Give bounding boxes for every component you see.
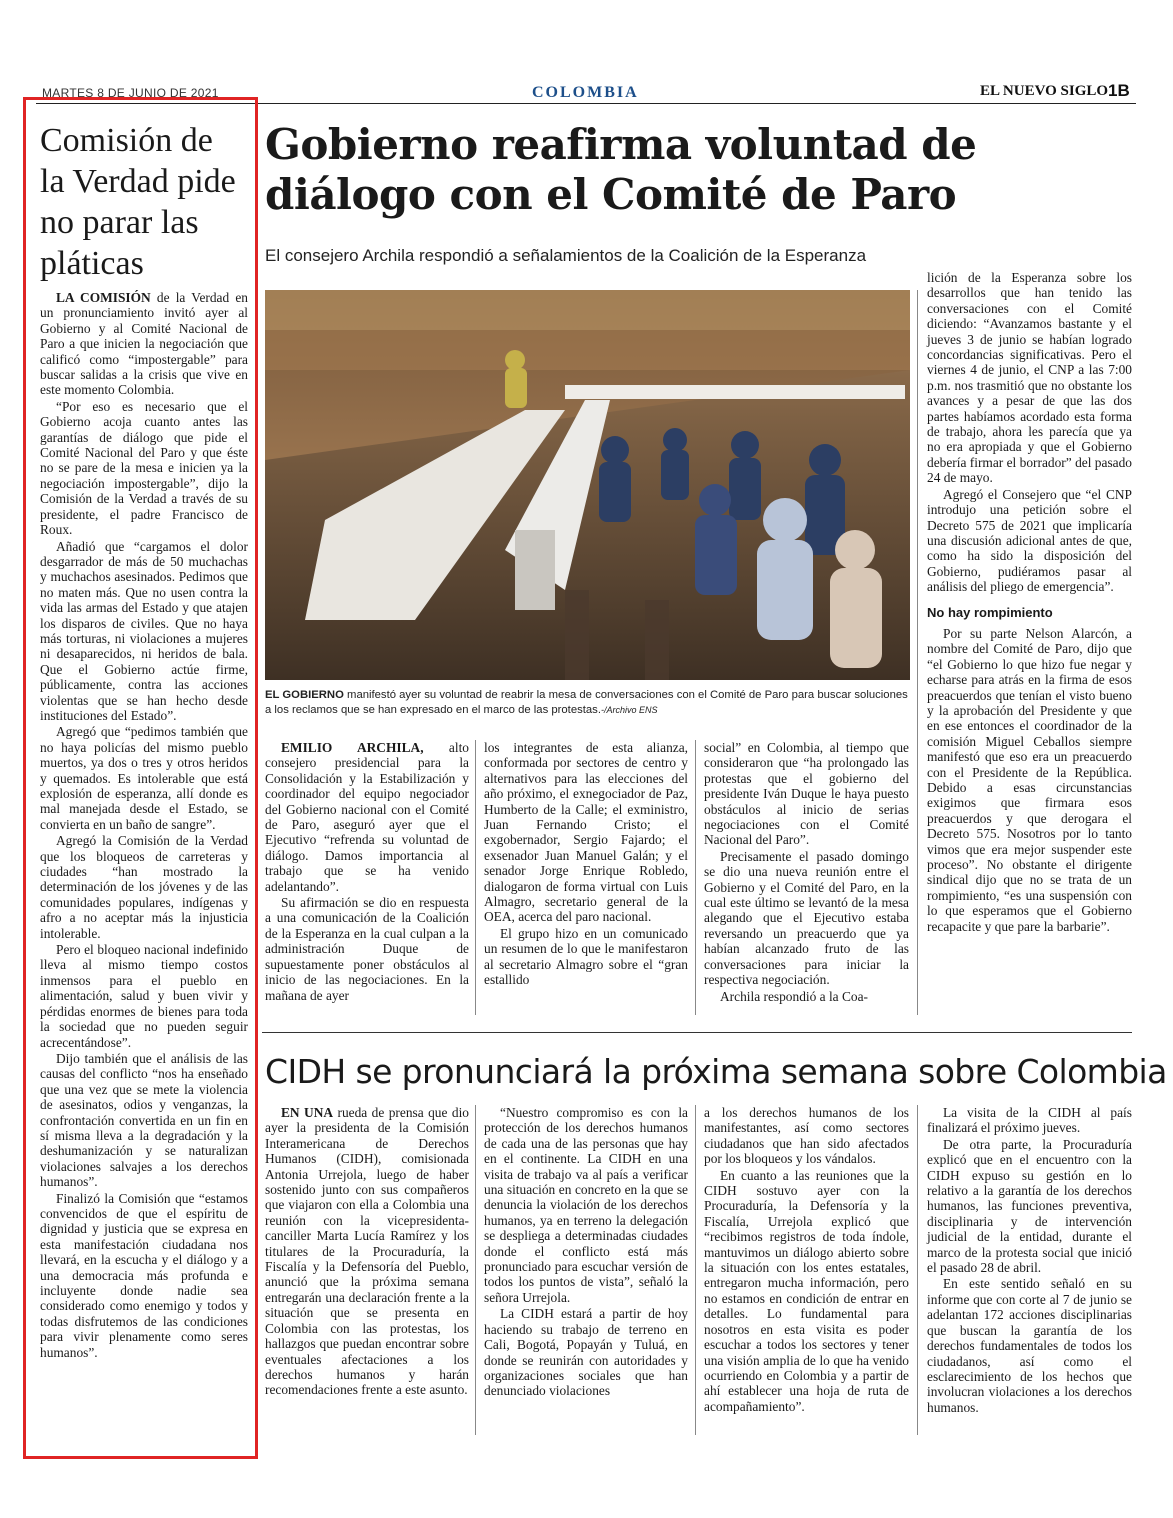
sidebar-paragraph: Dijo también que el análisis de las causas del conflicto “nos ha enseñado que una vez que se mete la violencia de asesinatos, odios y venganzas, la confrontación convertida en un fin en sí misma lleva a la degradación y la deshumanización y se naturalizan violaciones salvajes a los derechos humanos”. [40, 1050, 248, 1190]
main-paragraph: Agregó el Consejero que “el CNP introdujo una petición sobre el Decreto 575 de 2021 que implicaría una discusión adicional antes de que, como ha sido la disposición del Gobierno, pudiéramos pasar al análisis del pliego de emergencia”. [927, 486, 1132, 595]
main-paragraph: Precisamente el pasado domingo se dio una nueva reunión entre el Gobierno y el Comité del Paro, en la cual este último se levantó de la mesa alegando que el Ejecutivo estaba reversando un preacuerdo que ya habían alcanzado fruto de las conversaciones para iniciar la respectiva negociación. [704, 848, 909, 988]
main-column-1 [265, 740, 469, 1004]
photo-caption [265, 688, 910, 718]
section-name: COLOMBIA [532, 84, 639, 101]
main-headline: Gobierno reafirma voluntad de diálogo con el Comité de Paro [265, 120, 977, 219]
section-subhead: No hay rompimiento [927, 604, 1053, 620]
sidebar-paragraph: Pero el bloqueo nacional indefinido lleva al mismo tiempo costos inmensos para el pueblo en alimentación, salud y buen vivir y pérdidas enormes de bienes para toda la sociedad que no pueden seguir acrecentándose”. [40, 942, 248, 1050]
sidebar-paragraph: “Por eso es necesario que el Gobierno acoja cuanto antes las garantías de diálogo que pide el Comité Nacional del Paro y que éste no se pare de la mesa e inicien ya la negociación impostergable”, dijo la Comisión de la Verdad a través de su presidente, el padre Francisco de Roux. [40, 398, 248, 538]
cidh-paragraph: a los derechos humanos de los manifestantes, así como sectores ciudadanos que han sido afectados por los bloqueos y los vándalos. [704, 1105, 909, 1167]
sidebar-body [40, 290, 248, 1361]
cidh-lead: EN UNA [281, 1105, 334, 1120]
main-paragraph: social” en Colombia, al tiempo que consideraron que “ha prolongado las protestas que el gobierno del presidente Iván Duque le haya puesto obstáculos al inicio de serias negociaciones con el Comité Nacional del Paro”. [704, 740, 909, 848]
cidh-paragraph: “Nuestro compromiso es con la protección de los derechos humanos de cada una de las personas que hay en el continente. La CIDH en una visita de trabajo va al país a verificar una situación en concreto en la que se denuncia la violación de los derechos humanos, ya en terreno la delegación se despliega a determinadas ciudades donde el conflicto está más pronunciado para escuchar versión de todos los puntos de vista”, señaló la señora Urrejola. [484, 1105, 688, 1305]
sidebar-paragraph: LA COMISIÓN de la Verdad en un pronunciamiento invitó ayer al Gobierno y al Comité Nacional de Paro a que inicien la negociación que calificó como “impostergable” para buscar salidas a la crisis que vive en este momento Colombia. [40, 290, 249, 398]
main-paragraph: EMILIO ARCHILA, alto consejero presidencial para la Consolidación y la Estabilización y coordinador del equipo negociador del Gobierno nacional con el Comité de Paro, aseguró ayer que el Ejecutivo “refrenda su voluntad de diálogo. Damos importancia al trabajo que se ha venido adelantando”. [265, 740, 469, 894]
caption-credit: -/Archivo ENS [600, 705, 658, 715]
main-column-3 [704, 740, 909, 1005]
sidebar-paragraph: Agregó que “pedimos también que no haya policías del mismo pueblo muertos, ya dos o tres y otros heridos y quemados. Es intolerable que está explosión de esperanza, allí donde es mal manejada desde el Estado, se convierta en un baño de sangre”. [40, 724, 248, 832]
sidebar-headline: Comisión de la Verdad pide no parar las pláticas [40, 122, 236, 282]
cidh-paragraph: La CIDH estará a partir de hoy haciendo su trabajo de terreno en Cali, Bogotá, Popayán y Tuluá, en donde se reunirán con autoridades y organizaciones sociales que han denunciado violaciones [484, 1306, 688, 1399]
newspaper-name: EL NUEVO SIGLO [980, 83, 1109, 99]
meeting-photo [265, 290, 910, 680]
main-subheadline: El consejero Archila respondió a señalamientos de la Coalición de la Esperanza [265, 246, 867, 265]
main-paragraph: lición de la Esperanza sobre los desarrollos que han tenido las conversaciones con el Comité diciendo: “Avanzamos bastante y el jueves 3 de junio se habían logrado concordancias significativas. Pero el viernes 4 de junio, el CNP a las 7:00 p.m. nos trasmitió que no obstante los avances y a pesar de que las dos partes habíamos acordado esta forma de trabajo, ahora les parecía que ya no era apropiada y que el Gobierno debería firmar el borrador” del pasado 24 de mayo. [927, 270, 1132, 486]
column-rule [695, 740, 696, 1015]
column-rule [475, 1105, 476, 1435]
sidebar-kicker: LA COMISIÓN [56, 290, 151, 305]
issue-date: MARTES 8 DE JUNIO DE 2021 [42, 86, 219, 100]
main-paragraph: Archila respondió a la Coa- [720, 988, 868, 1004]
sidebar-paragraph: Finalizó la Comisión que “estamos convencidos de que el espíritu de dignidad y justicia que se expresa en esta manifestación ciudadana nos llevará, en la escucha y el diálogo y a una democracia más profunda e incluyente donde nadie sea considerado como enemigo y todos y todas disfrutemos de las condiciones para vivir plenamente como seres humanos”. [40, 1190, 248, 1360]
column-rule [917, 1105, 918, 1435]
main-column-4 [927, 270, 1132, 935]
main-paragraph: Su afirmación se dio en respuesta a una comunicación de la Coalición de la Esperanza en la cual culpan a la administración Duque de supuestamente poner obstáculos al inicio de las negociaciones. En la mañana de ayer [265, 895, 469, 1003]
main-byline: EMILIO ARCHILA, [281, 740, 424, 755]
cidh-paragraph: EN UNA rueda de prensa que dio ayer la presidenta de la Comisión Interamericana de Derechos Humanos (CIDH), comisionada Antonia Urrejola, luego de haber sostenido junto con sus compañeros que viajaron con ella a Colombia una reunión con la vicepresidenta-canciller Marta Lucía Ramírez y los titulares de la Procuraduría, la Fiscalía y la Defensoría del Pueblo, anunció que la próxima semana entregarán una declaración frente a la situación que se presenta en Colombia con las protestas, los hallazgos que puedan encontrar sobre eventuales afectaciones a los derechos humanos y harán recomendaciones frente a este asunto. [265, 1105, 469, 1398]
page-number: 1B [1108, 81, 1130, 100]
caption-text: manifestó ayer su voluntad de reabrir la mesa de conversaciones con el Comité de Paro para buscar soluciones a los reclamos que se han expresado en el marco de las protestas. [265, 689, 908, 716]
sidebar-paragraph: Agregó la Comisión de la Verdad que los bloqueos de carreteras y ciudades “han mostrado la determinación de los jóvenes y de las comunidades populares, indígenas y afro a no aceptar más la injusticia intolerable. [40, 833, 248, 941]
cidh-paragraph: En cuanto a las reuniones que la CIDH sostuvo ayer con la Procuraduría, la Defensoría y la Fiscalía, Urrejola explicó que “recibimos registros de toda índole, mantuvimos un diálogo abierto sobre la situación con los entes estatales, entregaron mucha información, pero no estamos en condición de entrar en detalles. Lo fundamental para nosotros en esta visita es poder escuchar a todos los sectores y tener una visión amplia de lo que ha venido ocurriendo en Colombia y a partir de ahí establecer una hoja de ruta de acompañamiento”. [704, 1167, 909, 1414]
column-rule [917, 290, 918, 1015]
column-rule [695, 1105, 696, 1435]
main-column-2 [484, 740, 688, 989]
cidh-paragraph: De otra parte, la Procuraduría explicó que en el encuentro con la CIDH expuso su gestión en lo relativo a la garantía de los derechos humanos, las funciones preventiva, disciplinaria y de intervención judicial de la entidad, durante el marco de la protesta social que inició el pasado 28 de abril. [927, 1136, 1132, 1276]
cidh-column-1 [265, 1105, 469, 1399]
column-rule [475, 740, 476, 1015]
article-divider [262, 1032, 1132, 1033]
main-paragraph: los integrantes de esta alianza, conformada por sectores de centro y alternativos para las elecciones del año próximo, el exnegociador de Paz, Humberto de la Calle; el exministro, Juan Fernando Cristo; el exgobernador, Sergio Fajardo; el exsenador Juan Manuel Galán; y el senador Jorge Enrique Robledo, dialogaron de forma virtual con Luis Almagro, secretario general de la OEA, acerca del paro nacional. [484, 740, 688, 925]
sidebar-paragraph: Añadió que “cargamos el dolor desgarrador de más de 50 muchachas y muchachos asesinados. Pedimos que no maten más. Que no usen contra la vida las armas del Estado y que atajen los disparos de civiles. Que no haya más torturas, ni violaciones a mujeres ni desaparecidos, ni heridos de bala. Que el Gobierno actúe firme, públicamente, contra las acciones violentas que se han hecho desde instituciones del Estado”. [40, 538, 248, 723]
cidh-column-2 [484, 1105, 688, 1400]
cidh-column-3 [704, 1105, 909, 1415]
cidh-paragraph: La visita de la CIDH al país finalizará el próximo jueves. [927, 1105, 1132, 1136]
main-paragraph: El grupo hizo en un comunicado un resumen de lo que le manifestaron al secretario Almagro sobre el “gran estallido [484, 925, 688, 988]
cidh-column-4 [927, 1105, 1132, 1416]
main-paragraph: Por su parte Nelson Alarcón, a nombre del Comité de Paro, dijo que “el Gobierno lo que hizo fue negar y echarse para atrás en la firma de esos preacuerdos que tenían el visto bueno y la aprobación del Presidente y que en ese entonces el coordinador de la comisión Miguel Ceballos siempre manifestó que eso era un preacuerdo con el Presidente de la República. Debido a esas circunstancias exigimos que firmara esos preacuerdos y que derogara el Decreto 575. Nosotros por lo tanto vimos que era mejor suspender este proceso”. No obstante el dirigente sindical dijo que no se trata de un rompimiento, “es una suspensión con lo que esperamos que el Gobierno recapacite y que pare la barbarie”. [927, 625, 1132, 934]
cidh-paragraph: En este sentido señaló en su informe que con corte al 7 de junio se adelantan 172 acciones disciplinarias que buscan la garantía de los derechos fundamentales de todos los ciudadanos, así como el esclarecimiento de los hechos que involucran violaciones a los derechos humanos. [927, 1276, 1132, 1415]
caption-lead: EL GOBIERNO [265, 689, 344, 701]
cidh-headline: CIDH se pronunciará la próxima semana sobre Colombia [265, 1052, 1167, 1091]
